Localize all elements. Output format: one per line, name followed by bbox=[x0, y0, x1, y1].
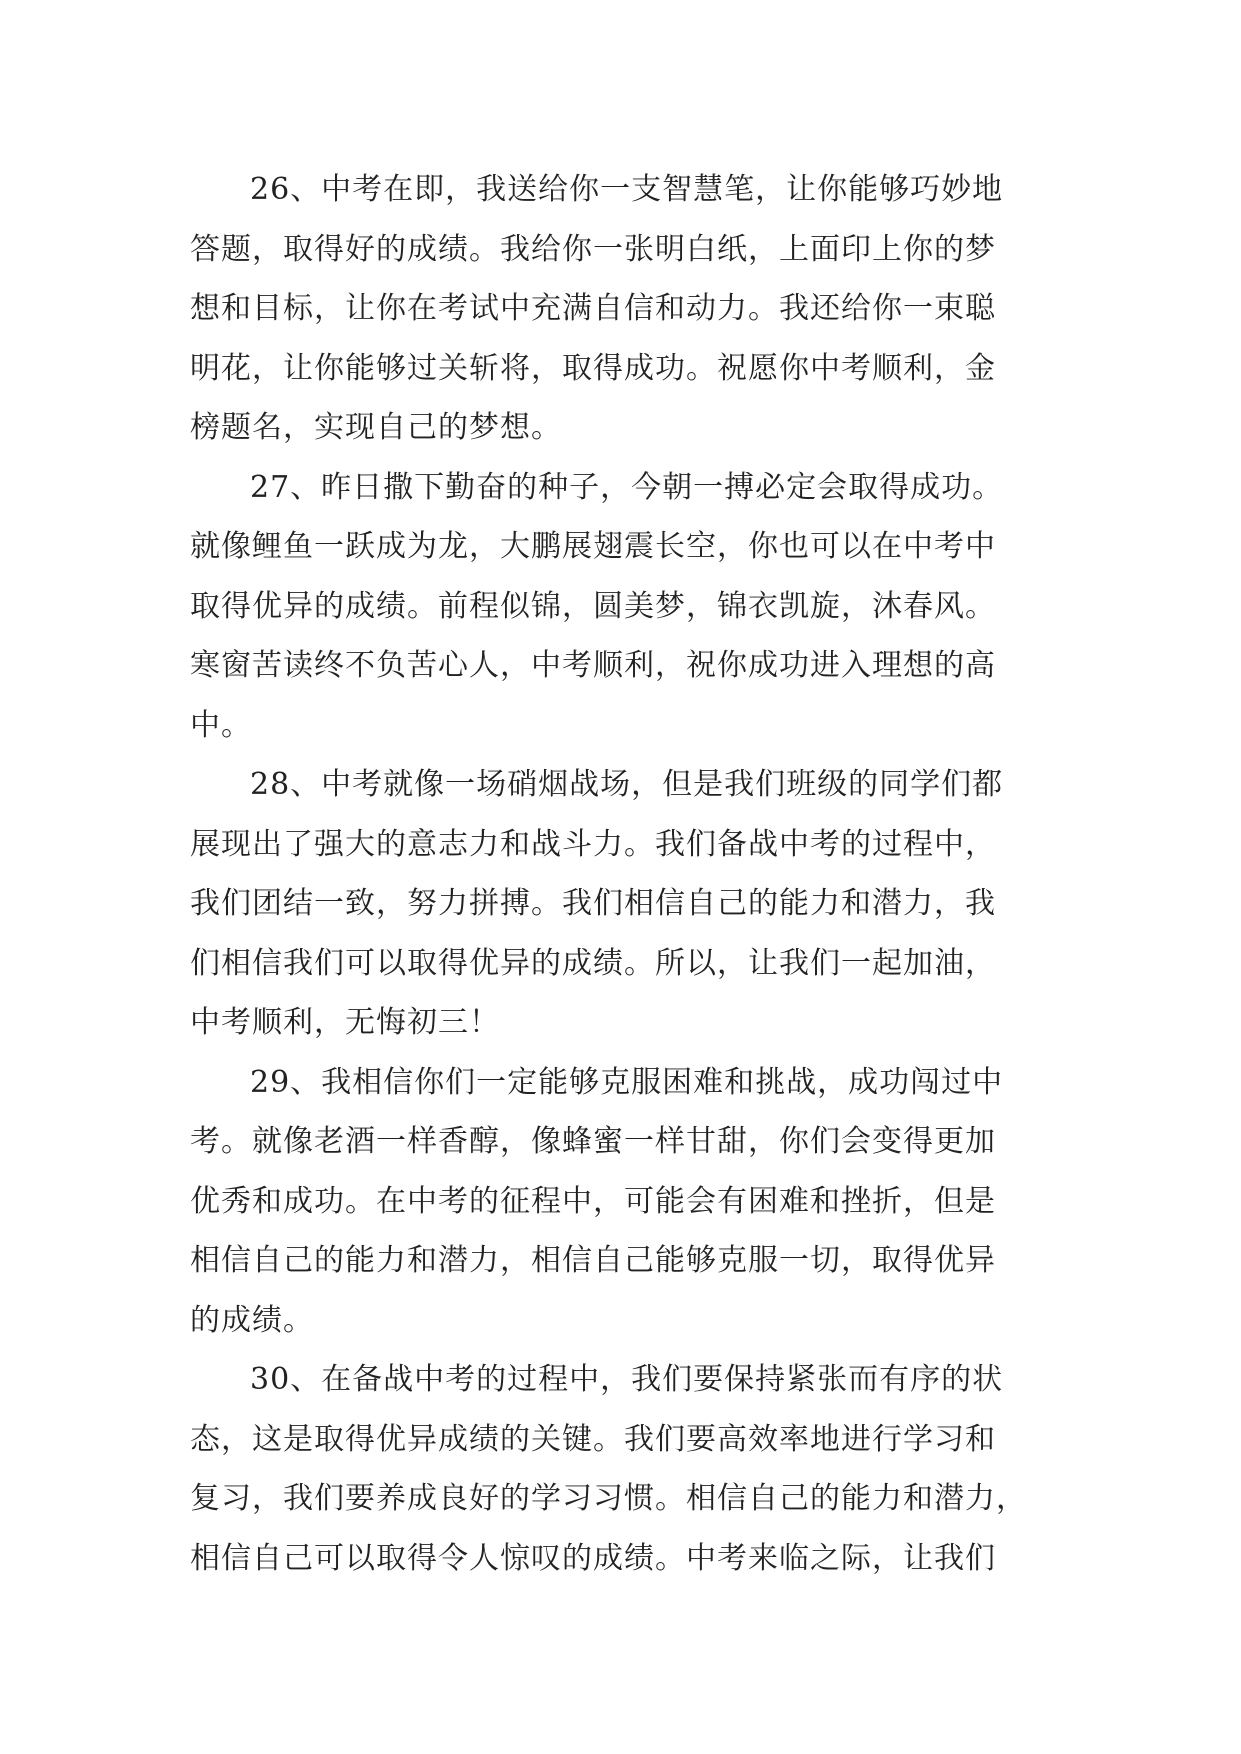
paragraph-line: 优秀和成功。在中考的征程中，可能会有困难和挫折，但是 bbox=[190, 1183, 996, 1219]
paragraph-line: 中。 bbox=[190, 707, 252, 743]
paragraph-line: 榜题名，实现自己的梦想。 bbox=[190, 410, 562, 445]
paragraph-line: 相信自己可以取得令人惊叹的成绩。中考来临之际，让我们 bbox=[190, 1540, 996, 1576]
paragraph-line: 29、我相信你们一定能够克服困难和挑战，成功闯过中 bbox=[250, 1064, 1004, 1100]
paragraph-30 bbox=[190, 1350, 1050, 1588]
paragraph-28 bbox=[190, 755, 1050, 1053]
paragraph-line: 明花，让你能够过关斩将，取得成功。祝愿你中考顺利，金 bbox=[190, 350, 996, 386]
paragraph-line: 想和目标，让你在考试中充满自信和动力。我还给你一束聪 bbox=[190, 291, 996, 326]
paragraph-line: 相信自己的能力和潜力，相信自己能够克服一切，取得优异 bbox=[190, 1243, 996, 1278]
paragraph-line: 复习，我们要养成良好的学习习惯。相信自己的能力和潜力， bbox=[190, 1481, 1027, 1516]
paragraph-line: 答题，取得好的成绩。我给你一张明白纸，上面印上你的梦 bbox=[190, 231, 996, 267]
paragraph-line: 寒窗苦读终不负苦心人，中考顺利，祝你成功进入理想的高 bbox=[190, 648, 996, 683]
paragraph-line: 中考顺利，无悔初三！ bbox=[190, 1005, 500, 1040]
paragraph-line: 的成绩。 bbox=[190, 1302, 314, 1338]
paragraph-line: 我们团结一致，努力拼搏。我们相信自己的能力和潜力，我 bbox=[190, 886, 996, 921]
paragraph-line: 取得优异的成绩。前程似锦，圆美梦，锦衣凯旋，沐春风。 bbox=[190, 588, 996, 624]
paragraph-line: 30、在备战中考的过程中，我们要保持紧张而有序的状 bbox=[250, 1362, 1004, 1397]
document-body bbox=[190, 160, 1050, 1588]
paragraph-line: 26、中考在即，我送给你一支智慧笔，让你能够巧妙地 bbox=[250, 172, 1004, 207]
paragraph-line: 态，这是取得优异成绩的关键。我们要高效率地进行学习和 bbox=[190, 1421, 996, 1457]
paragraph-26 bbox=[190, 160, 1050, 458]
paragraph-line: 28、中考就像一场硝烟战场，但是我们班级的同学们都 bbox=[250, 767, 1004, 802]
paragraph-27 bbox=[190, 458, 1050, 756]
paragraph-line: 27、昨日撒下勤奋的种子，今朝一搏必定会取得成功。 bbox=[250, 469, 1004, 505]
paragraph-line: 展现出了强大的意志力和战斗力。我们备战中考的过程中， bbox=[190, 826, 996, 862]
paragraph-line: 考。就像老酒一样香醇，像蜂蜜一样甘甜，你们会变得更加 bbox=[190, 1124, 996, 1159]
paragraph-line: 就像鲤鱼一跃成为龙，大鹏展翅震长空，你也可以在中考中 bbox=[190, 529, 996, 564]
paragraph-29 bbox=[190, 1053, 1050, 1351]
paragraph-line: 们相信我们可以取得优异的成绩。所以，让我们一起加油， bbox=[190, 945, 996, 981]
